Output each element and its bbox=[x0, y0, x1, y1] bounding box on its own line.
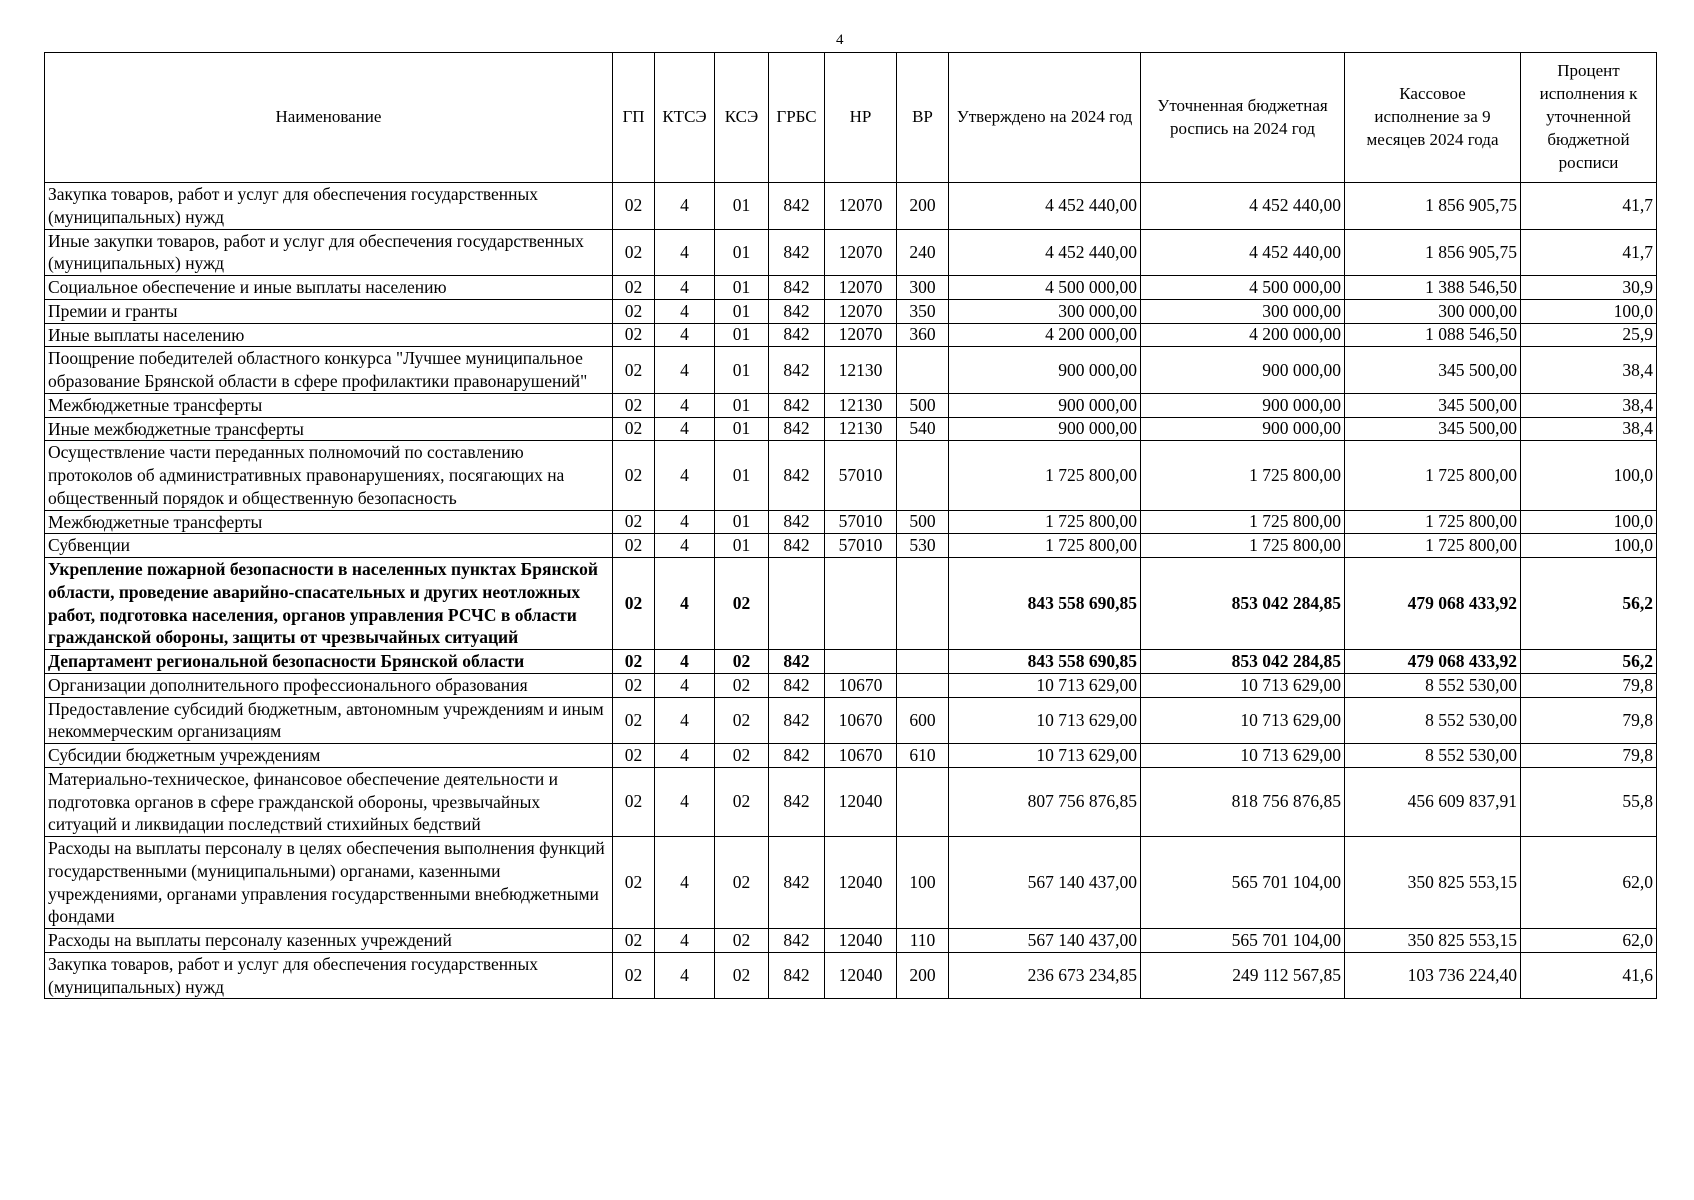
cell-name: Иные межбюджетные трансферты bbox=[45, 417, 613, 441]
cell-nr: 12070 bbox=[825, 229, 897, 276]
table-row bbox=[45, 417, 1657, 441]
cell-gp: 02 bbox=[613, 393, 655, 417]
cell-gp: 02 bbox=[613, 417, 655, 441]
cell-cash: 345 500,00 bbox=[1345, 393, 1521, 417]
cell-cash: 350 825 553,15 bbox=[1345, 837, 1521, 929]
cell-vr bbox=[897, 558, 949, 650]
cell-refined: 1 725 800,00 bbox=[1141, 510, 1345, 534]
cell-name: Социальное обеспечение и иные выплаты населению bbox=[45, 276, 613, 300]
table-row bbox=[45, 673, 1657, 697]
cell-approved: 4 200 000,00 bbox=[949, 323, 1141, 347]
cell-percent: 79,8 bbox=[1521, 673, 1657, 697]
cell-kse: 02 bbox=[715, 767, 769, 836]
header-grbs: ГРБС bbox=[769, 53, 825, 183]
table-row bbox=[45, 837, 1657, 929]
cell-grbs: 842 bbox=[769, 323, 825, 347]
cell-cash: 1 856 905,75 bbox=[1345, 229, 1521, 276]
cell-nr: 12040 bbox=[825, 929, 897, 953]
cell-ktse: 4 bbox=[655, 534, 715, 558]
cell-gp: 02 bbox=[613, 673, 655, 697]
cell-grbs: 842 bbox=[769, 393, 825, 417]
table-row bbox=[45, 393, 1657, 417]
cell-vr: 610 bbox=[897, 744, 949, 768]
cell-kse: 01 bbox=[715, 183, 769, 230]
cell-name: Департамент региональной безопасности Брянской области bbox=[45, 650, 613, 674]
cell-vr bbox=[897, 441, 949, 510]
cell-vr bbox=[897, 673, 949, 697]
cell-percent: 62,0 bbox=[1521, 837, 1657, 929]
cell-gp: 02 bbox=[613, 837, 655, 929]
cell-vr: 600 bbox=[897, 697, 949, 744]
cell-refined: 249 112 567,85 bbox=[1141, 952, 1345, 999]
cell-percent: 38,4 bbox=[1521, 417, 1657, 441]
cell-refined: 4 452 440,00 bbox=[1141, 183, 1345, 230]
cell-vr: 200 bbox=[897, 952, 949, 999]
cell-gp: 02 bbox=[613, 952, 655, 999]
cell-nr: 12130 bbox=[825, 417, 897, 441]
header-percent: Процент исполнения к уточненной бюджетной росписи bbox=[1521, 53, 1657, 183]
table-row bbox=[45, 510, 1657, 534]
cell-approved: 900 000,00 bbox=[949, 393, 1141, 417]
cell-gp: 02 bbox=[613, 510, 655, 534]
cell-grbs: 842 bbox=[769, 837, 825, 929]
cell-cash: 1 725 800,00 bbox=[1345, 534, 1521, 558]
cell-refined: 10 713 629,00 bbox=[1141, 697, 1345, 744]
cell-refined: 4 200 000,00 bbox=[1141, 323, 1345, 347]
cell-percent: 41,6 bbox=[1521, 952, 1657, 999]
cell-name: Расходы на выплаты персоналу в целях обеспечения выполнения функций государственными (муниципальными) органами, казенными учреждениями, органами управления государственными внебюджетными фондами bbox=[45, 837, 613, 929]
table-row bbox=[45, 229, 1657, 276]
cell-approved: 1 725 800,00 bbox=[949, 510, 1141, 534]
cell-refined: 565 701 104,00 bbox=[1141, 929, 1345, 953]
cell-percent: 25,9 bbox=[1521, 323, 1657, 347]
header-refined: Уточненная бюджетная роспись на 2024 год bbox=[1141, 53, 1345, 183]
cell-cash: 1 725 800,00 bbox=[1345, 510, 1521, 534]
table-row bbox=[45, 929, 1657, 953]
cell-vr: 110 bbox=[897, 929, 949, 953]
cell-kse: 01 bbox=[715, 393, 769, 417]
table-row bbox=[45, 323, 1657, 347]
cell-name: Иные закупки товаров, работ и услуг для обеспечения государственных (муниципальных) нужд bbox=[45, 229, 613, 276]
cell-vr bbox=[897, 767, 949, 836]
cell-cash: 1 725 800,00 bbox=[1345, 441, 1521, 510]
cell-vr bbox=[897, 347, 949, 394]
cell-name: Укрепление пожарной безопасности в населенных пунктах Брянской области, проведение аварийно-спасательных и других неотложных работ, подготовка населения, органов управления РСЧС в области гражданской обороны, защиты от чрезвычайных ситуаций bbox=[45, 558, 613, 650]
cell-approved: 10 713 629,00 bbox=[949, 673, 1141, 697]
cell-name: Субвенции bbox=[45, 534, 613, 558]
cell-ktse: 4 bbox=[655, 952, 715, 999]
cell-refined: 900 000,00 bbox=[1141, 347, 1345, 394]
cell-nr: 12070 bbox=[825, 276, 897, 300]
cell-refined: 10 713 629,00 bbox=[1141, 673, 1345, 697]
cell-ktse: 4 bbox=[655, 347, 715, 394]
cell-cash: 350 825 553,15 bbox=[1345, 929, 1521, 953]
cell-kse: 01 bbox=[715, 347, 769, 394]
cell-cash: 479 068 433,92 bbox=[1345, 558, 1521, 650]
cell-grbs: 842 bbox=[769, 276, 825, 300]
cell-kse: 02 bbox=[715, 650, 769, 674]
cell-cash: 1 388 546,50 bbox=[1345, 276, 1521, 300]
cell-ktse: 4 bbox=[655, 744, 715, 768]
cell-grbs bbox=[769, 558, 825, 650]
cell-percent: 79,8 bbox=[1521, 744, 1657, 768]
cell-kse: 02 bbox=[715, 744, 769, 768]
header-kse: КСЭ bbox=[715, 53, 769, 183]
cell-nr: 57010 bbox=[825, 441, 897, 510]
table-row bbox=[45, 767, 1657, 836]
cell-grbs: 842 bbox=[769, 183, 825, 230]
cell-grbs: 842 bbox=[769, 510, 825, 534]
cell-approved: 567 140 437,00 bbox=[949, 929, 1141, 953]
cell-nr: 12040 bbox=[825, 952, 897, 999]
cell-gp: 02 bbox=[613, 558, 655, 650]
header-vr: ВР bbox=[897, 53, 949, 183]
cell-percent: 56,2 bbox=[1521, 558, 1657, 650]
table-row bbox=[45, 276, 1657, 300]
cell-grbs: 842 bbox=[769, 299, 825, 323]
cell-gp: 02 bbox=[613, 441, 655, 510]
cell-ktse: 4 bbox=[655, 929, 715, 953]
cell-kse: 01 bbox=[715, 276, 769, 300]
table-row bbox=[45, 347, 1657, 394]
cell-vr bbox=[897, 650, 949, 674]
cell-ktse: 4 bbox=[655, 276, 715, 300]
cell-vr: 200 bbox=[897, 183, 949, 230]
cell-grbs: 842 bbox=[769, 697, 825, 744]
cell-percent: 100,0 bbox=[1521, 299, 1657, 323]
cell-gp: 02 bbox=[613, 929, 655, 953]
cell-percent: 79,8 bbox=[1521, 697, 1657, 744]
cell-nr: 12070 bbox=[825, 299, 897, 323]
cell-gp: 02 bbox=[613, 767, 655, 836]
header-cash: Кассовое исполнение за 9 месяцев 2024 года bbox=[1345, 53, 1521, 183]
table-row bbox=[45, 952, 1657, 999]
cell-percent: 38,4 bbox=[1521, 393, 1657, 417]
cell-ktse: 4 bbox=[655, 299, 715, 323]
cell-grbs: 842 bbox=[769, 534, 825, 558]
cell-percent: 100,0 bbox=[1521, 534, 1657, 558]
cell-refined: 1 725 800,00 bbox=[1141, 441, 1345, 510]
cell-nr: 12070 bbox=[825, 183, 897, 230]
cell-approved: 10 713 629,00 bbox=[949, 744, 1141, 768]
table-row bbox=[45, 744, 1657, 768]
cell-grbs: 842 bbox=[769, 650, 825, 674]
cell-cash: 456 609 837,91 bbox=[1345, 767, 1521, 836]
cell-nr: 12130 bbox=[825, 393, 897, 417]
cell-grbs: 842 bbox=[769, 929, 825, 953]
cell-nr: 10670 bbox=[825, 744, 897, 768]
table-row bbox=[45, 441, 1657, 510]
cell-kse: 02 bbox=[715, 697, 769, 744]
cell-approved: 843 558 690,85 bbox=[949, 558, 1141, 650]
cell-approved: 300 000,00 bbox=[949, 299, 1141, 323]
cell-gp: 02 bbox=[613, 299, 655, 323]
cell-approved: 900 000,00 bbox=[949, 347, 1141, 394]
cell-name: Материально-техническое, финансовое обеспечение деятельности и подготовка органов в сфере гражданской обороны, чрезвычайных ситуаций и ликвидации последствий стихийных бедствий bbox=[45, 767, 613, 836]
cell-kse: 01 bbox=[715, 299, 769, 323]
cell-cash: 300 000,00 bbox=[1345, 299, 1521, 323]
cell-name: Предоставление субсидий бюджетным, автономным учреждениям и иным некоммерческим организациям bbox=[45, 697, 613, 744]
cell-nr: 10670 bbox=[825, 697, 897, 744]
cell-grbs: 842 bbox=[769, 744, 825, 768]
cell-kse: 01 bbox=[715, 441, 769, 510]
cell-cash: 8 552 530,00 bbox=[1345, 744, 1521, 768]
cell-kse: 01 bbox=[715, 229, 769, 276]
cell-cash: 103 736 224,40 bbox=[1345, 952, 1521, 999]
cell-ktse: 4 bbox=[655, 697, 715, 744]
cell-gp: 02 bbox=[613, 347, 655, 394]
cell-ktse: 4 bbox=[655, 558, 715, 650]
cell-ktse: 4 bbox=[655, 183, 715, 230]
cell-name: Закупка товаров, работ и услуг для обеспечения государственных (муниципальных) нужд bbox=[45, 952, 613, 999]
cell-gp: 02 bbox=[613, 697, 655, 744]
cell-vr: 350 bbox=[897, 299, 949, 323]
cell-cash: 479 068 433,92 bbox=[1345, 650, 1521, 674]
cell-percent: 30,9 bbox=[1521, 276, 1657, 300]
cell-percent: 56,2 bbox=[1521, 650, 1657, 674]
cell-gp: 02 bbox=[613, 323, 655, 347]
cell-approved: 1 725 800,00 bbox=[949, 534, 1141, 558]
cell-cash: 8 552 530,00 bbox=[1345, 697, 1521, 744]
page-number: 4 bbox=[836, 32, 844, 48]
table-row bbox=[45, 558, 1657, 650]
cell-vr: 500 bbox=[897, 510, 949, 534]
cell-grbs: 842 bbox=[769, 347, 825, 394]
cell-nr: 10670 bbox=[825, 673, 897, 697]
cell-nr: 12130 bbox=[825, 347, 897, 394]
cell-approved: 4 500 000,00 bbox=[949, 276, 1141, 300]
cell-refined: 900 000,00 bbox=[1141, 417, 1345, 441]
cell-name: Межбюджетные трансферты bbox=[45, 510, 613, 534]
cell-ktse: 4 bbox=[655, 229, 715, 276]
cell-vr: 540 bbox=[897, 417, 949, 441]
cell-ktse: 4 bbox=[655, 417, 715, 441]
cell-cash: 1 088 546,50 bbox=[1345, 323, 1521, 347]
cell-ktse: 4 bbox=[655, 767, 715, 836]
cell-vr: 300 bbox=[897, 276, 949, 300]
cell-name: Субсидии бюджетным учреждениям bbox=[45, 744, 613, 768]
cell-name: Закупка товаров, работ и услуг для обеспечения государственных (муниципальных) нужд bbox=[45, 183, 613, 230]
budget-table bbox=[44, 52, 1657, 999]
cell-refined: 4 500 000,00 bbox=[1141, 276, 1345, 300]
table-row bbox=[45, 299, 1657, 323]
cell-kse: 01 bbox=[715, 417, 769, 441]
cell-ktse: 4 bbox=[655, 393, 715, 417]
cell-percent: 41,7 bbox=[1521, 229, 1657, 276]
cell-refined: 10 713 629,00 bbox=[1141, 744, 1345, 768]
cell-kse: 01 bbox=[715, 534, 769, 558]
cell-cash: 345 500,00 bbox=[1345, 417, 1521, 441]
cell-kse: 01 bbox=[715, 510, 769, 534]
header-ktse: КТСЭ bbox=[655, 53, 715, 183]
cell-kse: 02 bbox=[715, 952, 769, 999]
cell-grbs: 842 bbox=[769, 673, 825, 697]
header-gp: ГП bbox=[613, 53, 655, 183]
cell-percent: 41,7 bbox=[1521, 183, 1657, 230]
cell-gp: 02 bbox=[613, 229, 655, 276]
table-row bbox=[45, 534, 1657, 558]
cell-kse: 02 bbox=[715, 929, 769, 953]
cell-refined: 300 000,00 bbox=[1141, 299, 1345, 323]
cell-approved: 4 452 440,00 bbox=[949, 183, 1141, 230]
cell-vr: 360 bbox=[897, 323, 949, 347]
cell-name: Расходы на выплаты персоналу казенных учреждений bbox=[45, 929, 613, 953]
cell-nr: 12040 bbox=[825, 767, 897, 836]
cell-name: Иные выплаты населению bbox=[45, 323, 613, 347]
cell-ktse: 4 bbox=[655, 323, 715, 347]
cell-percent: 100,0 bbox=[1521, 441, 1657, 510]
cell-refined: 565 701 104,00 bbox=[1141, 837, 1345, 929]
cell-refined: 900 000,00 bbox=[1141, 393, 1345, 417]
cell-grbs: 842 bbox=[769, 417, 825, 441]
cell-percent: 100,0 bbox=[1521, 510, 1657, 534]
cell-approved: 236 673 234,85 bbox=[949, 952, 1141, 999]
cell-percent: 55,8 bbox=[1521, 767, 1657, 836]
cell-grbs: 842 bbox=[769, 229, 825, 276]
cell-nr bbox=[825, 558, 897, 650]
cell-ktse: 4 bbox=[655, 441, 715, 510]
cell-nr: 57010 bbox=[825, 510, 897, 534]
cell-grbs: 842 bbox=[769, 952, 825, 999]
cell-name: Организации дополнительного профессионального образования bbox=[45, 673, 613, 697]
cell-vr: 500 bbox=[897, 393, 949, 417]
cell-gp: 02 bbox=[613, 650, 655, 674]
cell-ktse: 4 bbox=[655, 673, 715, 697]
header-approved: Утверждено на 2024 год bbox=[949, 53, 1141, 183]
cell-nr: 57010 bbox=[825, 534, 897, 558]
cell-cash: 1 856 905,75 bbox=[1345, 183, 1521, 230]
cell-kse: 02 bbox=[715, 673, 769, 697]
cell-approved: 10 713 629,00 bbox=[949, 697, 1141, 744]
cell-approved: 900 000,00 bbox=[949, 417, 1141, 441]
cell-approved: 807 756 876,85 bbox=[949, 767, 1141, 836]
table-row bbox=[45, 697, 1657, 744]
cell-cash: 345 500,00 bbox=[1345, 347, 1521, 394]
table-header-row bbox=[45, 53, 1657, 183]
cell-nr: 12070 bbox=[825, 323, 897, 347]
cell-vr: 100 bbox=[897, 837, 949, 929]
cell-approved: 4 452 440,00 bbox=[949, 229, 1141, 276]
cell-refined: 1 725 800,00 bbox=[1141, 534, 1345, 558]
cell-kse: 02 bbox=[715, 837, 769, 929]
cell-kse: 02 bbox=[715, 558, 769, 650]
cell-vr: 240 bbox=[897, 229, 949, 276]
cell-ktse: 4 bbox=[655, 837, 715, 929]
cell-gp: 02 bbox=[613, 744, 655, 768]
cell-gp: 02 bbox=[613, 183, 655, 230]
cell-ktse: 4 bbox=[655, 510, 715, 534]
cell-grbs: 842 bbox=[769, 441, 825, 510]
cell-cash: 8 552 530,00 bbox=[1345, 673, 1521, 697]
cell-gp: 02 bbox=[613, 276, 655, 300]
cell-name: Поощрение победителей областного конкурса "Лучшее муниципальное образование Брянской области в сфере профилактики правонарушений" bbox=[45, 347, 613, 394]
cell-percent: 62,0 bbox=[1521, 929, 1657, 953]
cell-kse: 01 bbox=[715, 323, 769, 347]
cell-ktse: 4 bbox=[655, 650, 715, 674]
cell-name: Премии и гранты bbox=[45, 299, 613, 323]
cell-percent: 38,4 bbox=[1521, 347, 1657, 394]
cell-approved: 1 725 800,00 bbox=[949, 441, 1141, 510]
cell-grbs: 842 bbox=[769, 767, 825, 836]
cell-nr bbox=[825, 650, 897, 674]
cell-refined: 818 756 876,85 bbox=[1141, 767, 1345, 836]
cell-nr: 12040 bbox=[825, 837, 897, 929]
cell-vr: 530 bbox=[897, 534, 949, 558]
header-nr: НР bbox=[825, 53, 897, 183]
cell-gp: 02 bbox=[613, 534, 655, 558]
cell-refined: 853 042 284,85 bbox=[1141, 650, 1345, 674]
cell-approved: 843 558 690,85 bbox=[949, 650, 1141, 674]
cell-refined: 4 452 440,00 bbox=[1141, 229, 1345, 276]
table-row bbox=[45, 183, 1657, 230]
table-row bbox=[45, 650, 1657, 674]
cell-name: Осуществление части переданных полномочий по составлению протоколов об административных правонарушениях, посягающих на общественный порядок и общественную безопасность bbox=[45, 441, 613, 510]
cell-approved: 567 140 437,00 bbox=[949, 837, 1141, 929]
header-name: Наименование bbox=[45, 53, 613, 183]
cell-name: Межбюджетные трансферты bbox=[45, 393, 613, 417]
cell-refined: 853 042 284,85 bbox=[1141, 558, 1345, 650]
